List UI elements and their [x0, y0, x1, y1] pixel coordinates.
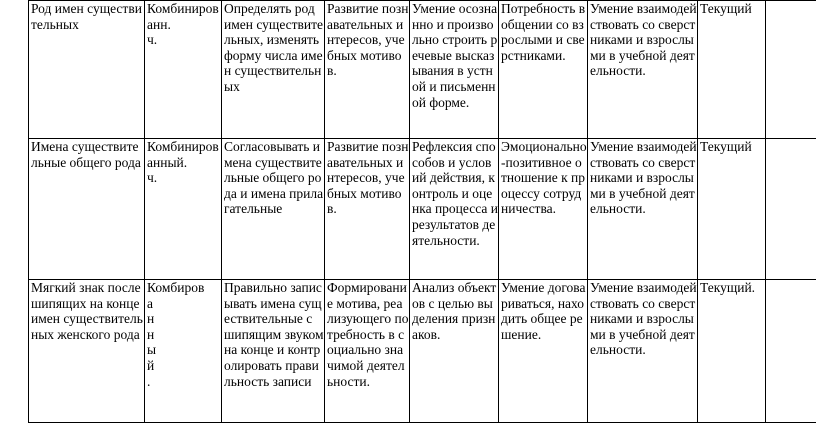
cell-personal: Развитие познавательных интересов, учебных мотивов. [325, 1, 410, 139]
cell-topic: Имена существительные общего рода [29, 139, 145, 280]
cell-control: Текущий [698, 139, 766, 280]
cell-topic: Род имен существительных [29, 1, 145, 139]
cell-empty [766, 139, 816, 280]
cell-cognitive: Эмоционально-позитивное отношение к процессу сотрудничества. [499, 139, 588, 280]
table-row [29, 280, 816, 423]
cell-subject-skills: Правильно записывать имена существительные с шипящим звуком на конце и контролировать правильность записи [222, 280, 325, 423]
cell-communicative: Умение взаимодействовать со сверстниками и взрослыми в учебной деятельности. [588, 139, 698, 280]
cell-control: Текущий [698, 1, 766, 139]
cell-communicative: Умение взаимодействовать со сверстниками и взрослыми в учебной деятельности. [588, 1, 698, 139]
cell-regulative: Рефлексия способов и условий действия, контроль и оценка процесса и результатов деятельности. [410, 139, 499, 280]
cell-personal: Формирование мотива, реализующего потребность в социально значимой деятельности. [325, 280, 410, 423]
cell-topic: Мягкий знак после шипящих на конце имен существительных женского рода [29, 280, 145, 423]
cell-regulative: Анализ объектов с целью выделения признаков. [410, 280, 499, 423]
cell-lesson-type: Комбинированный. ч. [145, 139, 222, 280]
cell-lesson-type: Комбиров а н н ы й . [145, 280, 222, 423]
cell-cognitive: Умение договариваться, находить общее решение. [499, 280, 588, 423]
table-row [29, 139, 816, 280]
cell-lesson-type: Комбинированн. ч. [145, 1, 222, 139]
cell-regulative: Умение осознанно и произвольно строить речевые высказывания в устной и письменной форме. [410, 1, 499, 139]
cell-communicative: Умение взаимодействовать со сверстниками и взрослыми в учебной деятельности. [588, 280, 698, 423]
cell-control: Текущий. [698, 280, 766, 423]
cell-cognitive: Потребность в общении со взрослыми и сверстниками. [499, 1, 588, 139]
cell-empty [766, 1, 816, 139]
cell-personal: Развитие познавательных интересов, учебных мотивов. [325, 139, 410, 280]
lesson-plan-table [28, 0, 816, 423]
cell-subject-skills: Согласовывать имена существительные общего рода и имена прилагательные [222, 139, 325, 280]
cell-subject-skills: Определять род имен существительных, изменять форму числа имен существительных [222, 1, 325, 139]
table-row [29, 1, 816, 139]
cell-empty [766, 280, 816, 423]
